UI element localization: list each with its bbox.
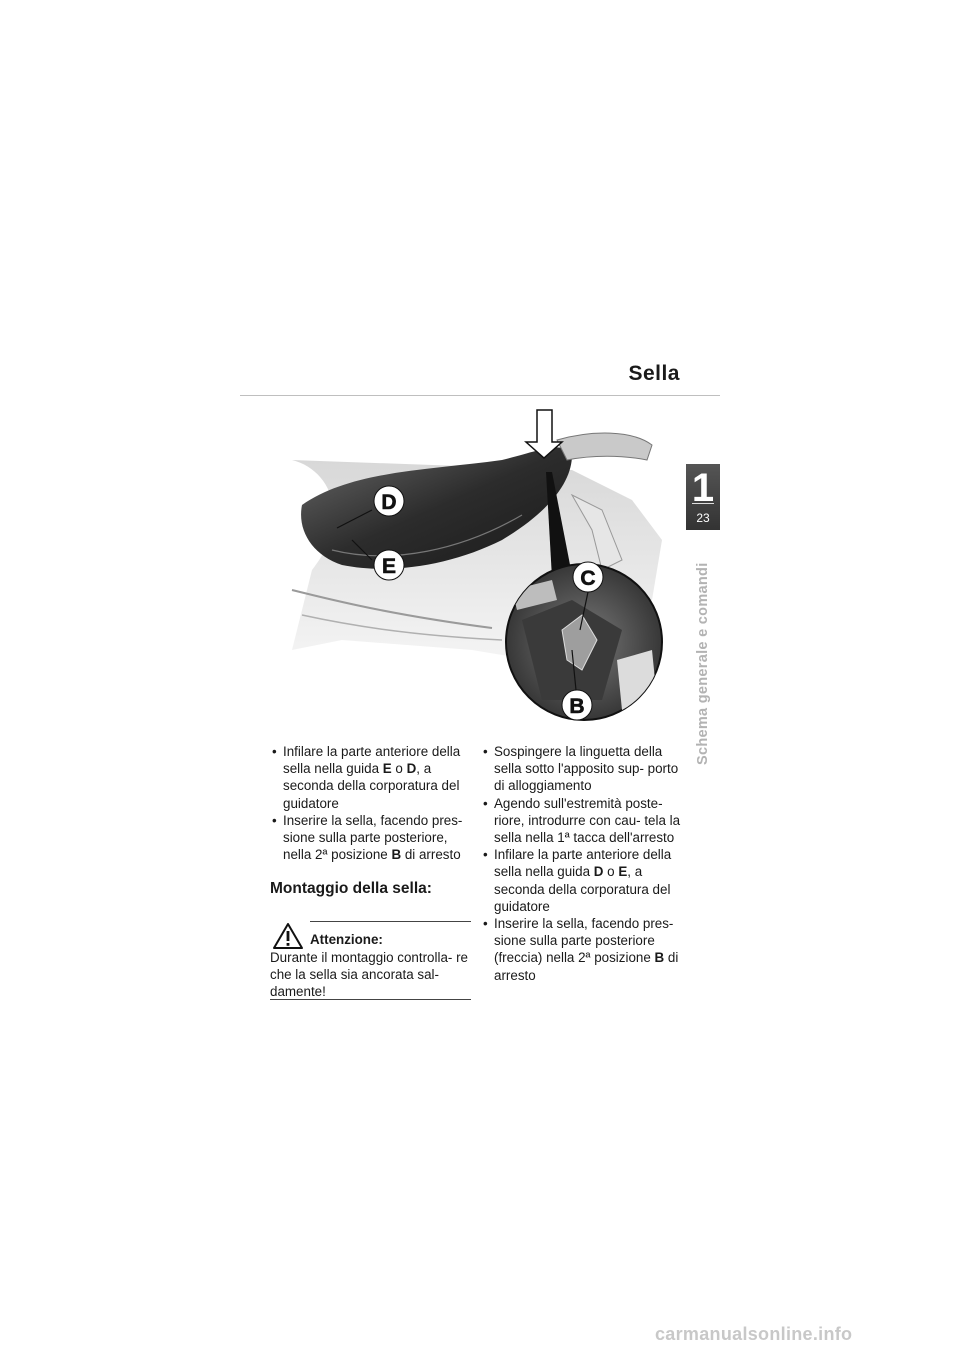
warning-triangle-icon (272, 922, 304, 950)
callout-c (573, 562, 603, 592)
section-heading: Montaggio della sella: (270, 880, 432, 897)
chapter-number: 1 (691, 466, 715, 510)
list-item: • Inserire la sella, facendo pres- sione sulla parte posteriore (freccia) nella 2ª posizione B di arresto (481, 915, 686, 984)
warning-text: Durante il montaggio controlla- re che la sella sia ancorata sal- damente! (270, 950, 468, 1000)
right-column (481, 743, 686, 984)
svg-text:E: E (381, 555, 397, 578)
svg-text:D: D (381, 491, 397, 514)
list-item: • Inserire la sella, facendo pres- sione sulla parte posteriore, nella 2ª posizione B di arresto (270, 812, 475, 864)
page-number: 23 (696, 511, 710, 525)
callout-d (374, 486, 404, 516)
watermark: carmanualsonline.info (655, 1324, 853, 1344)
list-item: • Infilare la parte anteriore della sella nella guida E o D, a seconda della corporatura del guidatore (270, 743, 475, 812)
list-item: • Sospingere la linguetta della sella sotto l'apposito sup- porto di alloggiamento (481, 743, 686, 795)
svg-text:C: C (580, 567, 596, 590)
chapter-tab-divider (692, 503, 714, 504)
callout-b (562, 690, 592, 720)
list-item: • Infilare la parte anteriore della sella nella guida D o E, a seconda della corporatura del guidatore (481, 846, 686, 915)
warning-top-rule (310, 921, 471, 922)
page-title: Sella (628, 362, 680, 385)
left-column (270, 743, 475, 863)
list-item: • Agendo sull'estremità poste- riore, introdurre con cau- tela la sella nella 1ª tacca dell'arresto (481, 795, 686, 847)
warning-title: Attenzione: (310, 932, 383, 947)
warning-bottom-rule (270, 999, 471, 1000)
svg-text:B: B (569, 695, 585, 718)
title-divider (240, 395, 720, 396)
callout-e (374, 550, 404, 580)
seat-illustration (272, 400, 692, 730)
chapter-side-label: Schema generale e comandi (695, 562, 711, 765)
